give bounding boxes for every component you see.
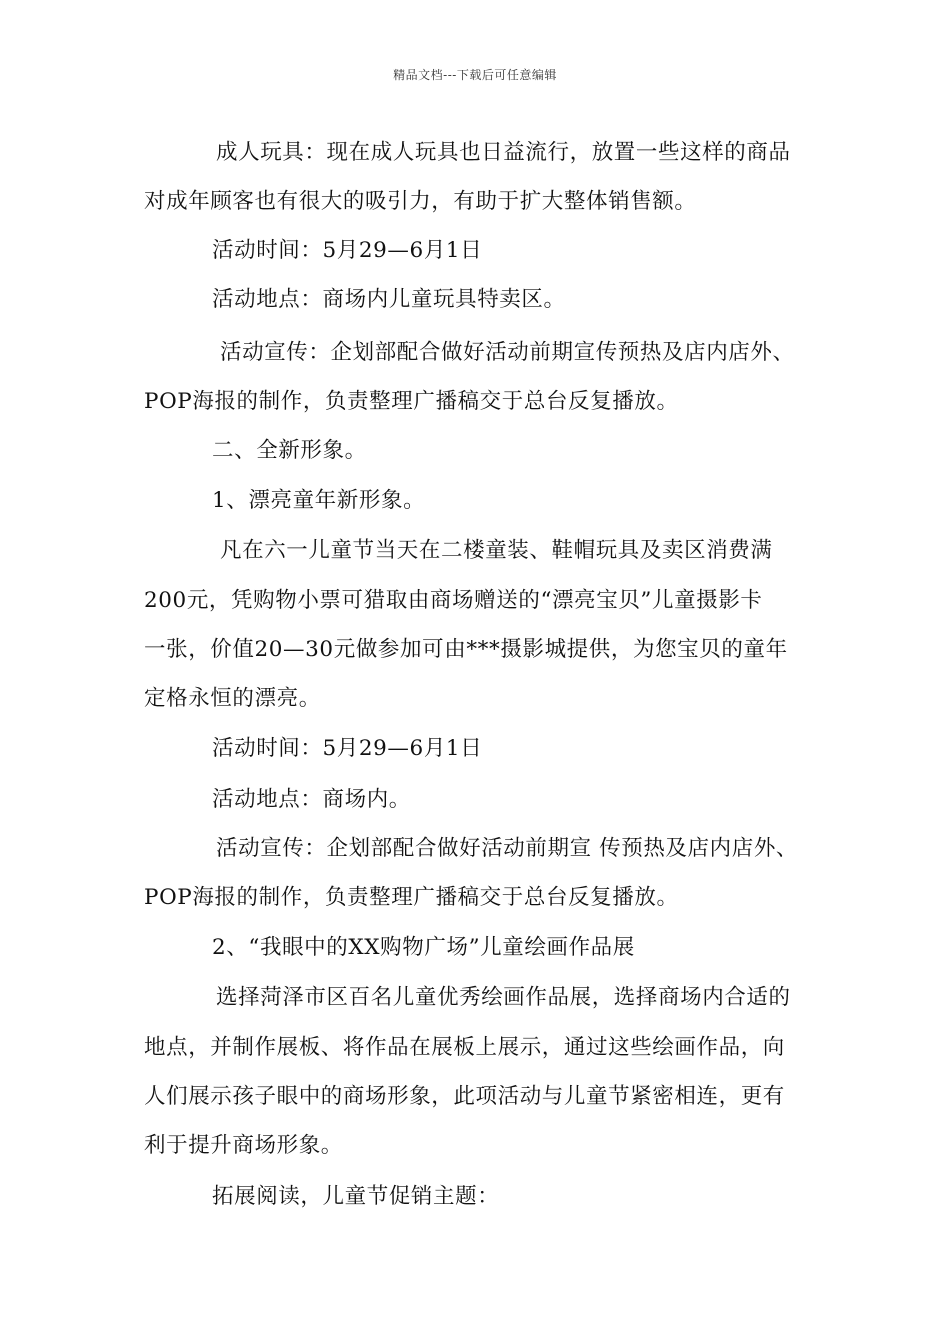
subsection-heading: 2、“我眼中的XX购物广场”儿童绘画作品展 xyxy=(212,935,635,960)
paragraph-line: 活动时间：5月29—6月1日 xyxy=(212,238,483,263)
paragraph-line: 定格永恒的漂亮。 xyxy=(144,686,321,711)
paragraph-line: 对成年顾客也有很大的吸引力，有助于扩大整体销售额。 xyxy=(144,189,697,214)
paragraph-line: 人们展示孩子眼中的商场形象，此项活动与儿童节紧密相连，更有 xyxy=(144,1084,785,1109)
section-heading: 二、全新形象。 xyxy=(212,438,367,463)
paragraph-line: 活动地点：商场内。 xyxy=(212,787,411,812)
paragraph-line: 活动宣传：企划部配合做好活动前期宣传预热及店内店外、 xyxy=(220,340,795,365)
paragraph-line: 一张，价值20—30元做参加可由***摄影城提供，为您宝贝的童年 xyxy=(144,637,788,662)
paragraph-line: 地点，并制作展板、将作品在展板上展示，通过这些绘画作品，向 xyxy=(144,1035,785,1060)
page-header: 精品文档---下载后可任意编辑 xyxy=(393,68,557,82)
paragraph-line: 200元，凭购物小票可猎取由商场赠送的“漂亮宝贝”儿童摄影卡 xyxy=(144,588,763,613)
paragraph-line: POP海报的制作，负责整理广播稿交于总台反复播放。 xyxy=(144,885,679,910)
paragraph-line: 活动时间：5月29—6月1日 xyxy=(212,736,483,761)
subsection-heading: 1、漂亮童年新形象。 xyxy=(212,488,426,513)
paragraph-line: POP海报的制作，负责整理广播稿交于总台反复播放。 xyxy=(144,389,679,414)
paragraph-line: 选择菏泽市区百名儿童优秀绘画作品展，选择商场内合适的 xyxy=(216,985,791,1010)
paragraph-line: 活动宣传：企划部配合做好活动前期宣 传预热及店内店外、 xyxy=(216,836,799,861)
paragraph-line: 凡在六一儿童节当天在二楼童装、鞋帽玩具及卖区消费满 xyxy=(220,538,773,563)
paragraph-line: 拓展阅读，儿童节促销主题： xyxy=(212,1184,500,1209)
paragraph-line: 成人玩具：现在成人玩具也日益流行，放置一些这样的商品 xyxy=(216,140,791,165)
paragraph-line: 利于提升商场形象。 xyxy=(144,1133,343,1158)
paragraph-line: 活动地点：商场内儿童玩具特卖区。 xyxy=(212,287,566,312)
